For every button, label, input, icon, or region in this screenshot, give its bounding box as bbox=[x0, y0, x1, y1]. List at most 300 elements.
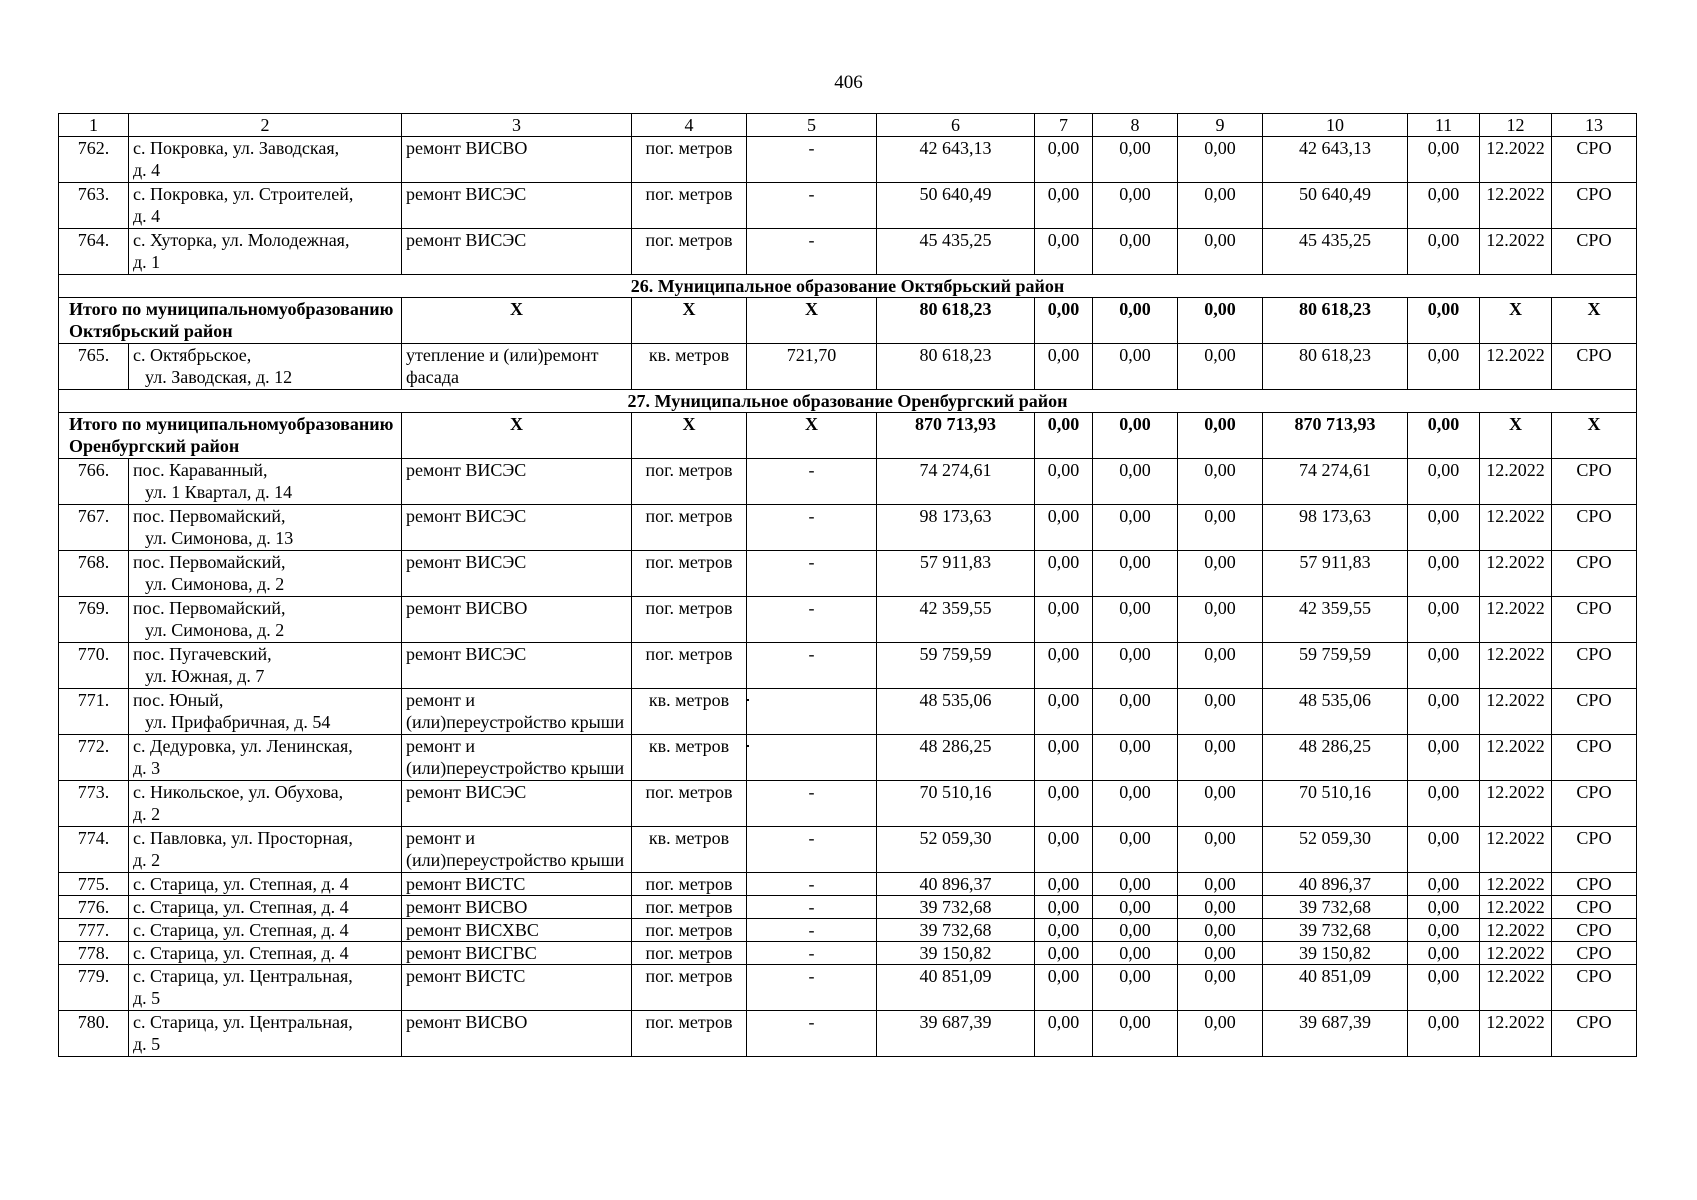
total-cost-cell: 74 274,61 bbox=[877, 459, 1035, 505]
fund-local-cell: 0,00 bbox=[1178, 873, 1263, 896]
unit-cell: пог. метров bbox=[632, 459, 747, 505]
address-cell bbox=[129, 344, 402, 390]
unit-cell: пог. метров bbox=[632, 919, 747, 942]
method-cell: СРО bbox=[1552, 965, 1637, 1011]
address-cell bbox=[129, 229, 402, 275]
work-type-cell bbox=[402, 965, 632, 1011]
work-type-line-1: ремонт ВИСГВС bbox=[406, 943, 537, 963]
total-c13: X bbox=[1552, 413, 1637, 459]
work-type-line-1: ремонт и (или) bbox=[406, 828, 476, 870]
fund-federal-cell: 0,00 bbox=[1035, 183, 1093, 229]
work-type-line-1: ремонт и (или) bbox=[406, 690, 476, 732]
fund-federal-cell: 0,00 bbox=[1035, 965, 1093, 1011]
work-type-line-1: ремонт ВИСВО bbox=[406, 598, 528, 618]
work-type-line-1: ремонт ВИСВО bbox=[406, 1012, 528, 1032]
address-cell bbox=[129, 1011, 402, 1057]
method-cell: СРО bbox=[1552, 229, 1637, 275]
address-line-2: д. 5 bbox=[133, 988, 161, 1008]
fund-regional-cell: 0,00 bbox=[1093, 919, 1178, 942]
row-number: 776. bbox=[59, 896, 129, 919]
fund-regional-cell: 0,00 bbox=[1093, 597, 1178, 643]
address-cell bbox=[129, 597, 402, 643]
address-line-2: д. 1 bbox=[133, 252, 161, 272]
volume-cell bbox=[747, 735, 877, 781]
total-c8: 0,00 bbox=[1093, 413, 1178, 459]
fund-local-cell: 0,00 bbox=[1178, 781, 1263, 827]
table-row bbox=[59, 137, 1637, 183]
work-type-line-2: переустройство крыши bbox=[446, 712, 625, 732]
fund-regional-cell: 0,00 bbox=[1093, 965, 1178, 1011]
total-cost-cell: 50 640,49 bbox=[877, 183, 1035, 229]
method-cell: СРО bbox=[1552, 597, 1637, 643]
deadline-cell: 12.2022 bbox=[1480, 689, 1552, 735]
address-cell bbox=[129, 551, 402, 597]
total-cost-cell: 45 435,25 bbox=[877, 229, 1035, 275]
fund-local-cell: 0,00 bbox=[1178, 896, 1263, 919]
fund-other-cell: 0,00 bbox=[1408, 827, 1480, 873]
method-cell: СРО bbox=[1552, 942, 1637, 965]
total-cost-cell: 42 643,13 bbox=[877, 137, 1035, 183]
fund-owners-cell: 39 687,39 bbox=[1263, 1011, 1408, 1057]
fund-owners-cell: 39 150,82 bbox=[1263, 942, 1408, 965]
address-cell bbox=[129, 505, 402, 551]
work-type-line-2: ремонт фасада bbox=[406, 345, 599, 387]
fund-owners-cell: 98 173,63 bbox=[1263, 505, 1408, 551]
total-cost-cell: 48 535,06 bbox=[877, 689, 1035, 735]
address-line-1: с. Старица, ул. Степная, д. 4 bbox=[133, 897, 349, 917]
table-row bbox=[59, 965, 1637, 1011]
section-27-header bbox=[59, 390, 1637, 413]
row-number: 775. bbox=[59, 873, 129, 896]
capital-repair-table bbox=[58, 113, 1637, 1057]
fund-federal-cell: 0,00 bbox=[1035, 229, 1093, 275]
column-number-7: 7 bbox=[1035, 114, 1093, 137]
address-line-2: ул. Симонова, д. 13 bbox=[145, 528, 294, 548]
deadline-cell: 12.2022 bbox=[1480, 827, 1552, 873]
column-number-2: 2 bbox=[129, 114, 402, 137]
address-line-1: с. Старица, ул. Центральная, bbox=[133, 1012, 353, 1032]
total-c9: 0,00 bbox=[1178, 413, 1263, 459]
fund-owners-cell: 39 732,68 bbox=[1263, 919, 1408, 942]
work-type-line-1: ремонт ВИСВО bbox=[406, 138, 528, 158]
column-number-5: 5 bbox=[747, 114, 877, 137]
fund-federal-cell: 0,00 bbox=[1035, 137, 1093, 183]
total-cost-cell: 39 150,82 bbox=[877, 942, 1035, 965]
address-line-1: с. Старица, ул. Степная, д. 4 bbox=[133, 943, 349, 963]
total-c3: X bbox=[402, 298, 632, 344]
unit-cell: кв. метров bbox=[632, 689, 747, 735]
fund-owners-cell: 50 640,49 bbox=[1263, 183, 1408, 229]
total-c3: X bbox=[402, 413, 632, 459]
fund-regional-cell: 0,00 bbox=[1093, 873, 1178, 896]
volume-cell: - bbox=[747, 873, 877, 896]
work-type-line-1: ремонт ВИСТС bbox=[406, 966, 526, 986]
total-cost-cell: 40 896,37 bbox=[877, 873, 1035, 896]
address-cell bbox=[129, 735, 402, 781]
table-row bbox=[59, 597, 1637, 643]
total-c7: 0,00 bbox=[1035, 298, 1093, 344]
table-row bbox=[59, 781, 1637, 827]
address-line-1: с. Старица, ул. Степная, д. 4 bbox=[133, 920, 349, 940]
column-number-4: 4 bbox=[632, 114, 747, 137]
volume-cell: - bbox=[747, 551, 877, 597]
total-cost-cell: 59 759,59 bbox=[877, 643, 1035, 689]
fund-regional-cell: 0,00 bbox=[1093, 643, 1178, 689]
work-type-line-2: переустройство крыши bbox=[446, 850, 625, 870]
address-cell bbox=[129, 942, 402, 965]
unit-cell: пог. метров bbox=[632, 896, 747, 919]
unit-cell: пог. метров bbox=[632, 643, 747, 689]
address-line-1: с. Старица, ул. Степная, д. 4 bbox=[133, 874, 349, 894]
unit-cell: пог. метров bbox=[632, 873, 747, 896]
address-line-2: д. 4 bbox=[133, 206, 161, 226]
fund-regional-cell: 0,00 bbox=[1093, 459, 1178, 505]
address-line-2: ул. Заводская, д. 12 bbox=[145, 367, 293, 387]
fund-local-cell: 0,00 bbox=[1178, 459, 1263, 505]
total-cost: 870 713,93 bbox=[877, 413, 1035, 459]
address-line-2: ул. Симонова, д. 2 bbox=[145, 574, 285, 594]
unit-cell: пог. метров bbox=[632, 597, 747, 643]
table-row bbox=[59, 643, 1637, 689]
fund-other-cell: 0,00 bbox=[1408, 643, 1480, 689]
total-c4: X bbox=[632, 298, 747, 344]
fund-local-cell: 0,00 bbox=[1178, 689, 1263, 735]
address-line-1: с. Дедуровка, ул. Ленинская, bbox=[133, 736, 353, 756]
fund-owners-cell: 39 732,68 bbox=[1263, 896, 1408, 919]
method-cell: СРО bbox=[1552, 459, 1637, 505]
volume-cell: - bbox=[747, 896, 877, 919]
volume-cell: - bbox=[747, 643, 877, 689]
address-line-1: пос. Первомайский, bbox=[133, 598, 286, 618]
fund-local-cell: 0,00 bbox=[1178, 597, 1263, 643]
volume-cell: - bbox=[747, 459, 877, 505]
address-cell bbox=[129, 965, 402, 1011]
fund-other-cell: 0,00 bbox=[1408, 942, 1480, 965]
address-cell bbox=[129, 827, 402, 873]
method-cell: СРО bbox=[1552, 505, 1637, 551]
unit-cell: пог. метров bbox=[632, 965, 747, 1011]
deadline-cell: 12.2022 bbox=[1480, 1011, 1552, 1057]
method-cell: СРО bbox=[1552, 689, 1637, 735]
method-cell: СРО bbox=[1552, 896, 1637, 919]
method-cell: СРО bbox=[1552, 735, 1637, 781]
section-total-row bbox=[59, 413, 1637, 459]
address-line-2: ул. 1 Квартал, д. 14 bbox=[145, 482, 293, 502]
total-label-line-1: Итого по муниципальному bbox=[69, 299, 288, 319]
unit-cell: пог. метров bbox=[632, 781, 747, 827]
volume-cell: 721,70 bbox=[747, 344, 877, 390]
fund-federal-cell: 0,00 bbox=[1035, 1011, 1093, 1057]
address-line-2: д. 5 bbox=[133, 1034, 161, 1054]
fund-local-cell: 0,00 bbox=[1178, 827, 1263, 873]
total-c4: X bbox=[632, 413, 747, 459]
column-number-10: 10 bbox=[1263, 114, 1408, 137]
work-type-line-1: утепление и (или) bbox=[406, 345, 544, 365]
fund-owners-cell: 42 643,13 bbox=[1263, 137, 1408, 183]
total-c13: X bbox=[1552, 298, 1637, 344]
total-c11: 0,00 bbox=[1408, 413, 1480, 459]
fund-owners-cell: 57 911,83 bbox=[1263, 551, 1408, 597]
fund-owners-cell: 74 274,61 bbox=[1263, 459, 1408, 505]
total-c12: X bbox=[1480, 298, 1552, 344]
volume-cell: - bbox=[747, 965, 877, 1011]
work-type-cell bbox=[402, 505, 632, 551]
fund-federal-cell: 0,00 bbox=[1035, 689, 1093, 735]
deadline-cell: 12.2022 bbox=[1480, 965, 1552, 1011]
fund-regional-cell: 0,00 bbox=[1093, 551, 1178, 597]
row-number: 768. bbox=[59, 551, 129, 597]
fund-local-cell: 0,00 bbox=[1178, 735, 1263, 781]
column-number-8: 8 bbox=[1093, 114, 1178, 137]
fund-other-cell: 0,00 bbox=[1408, 344, 1480, 390]
page-number: 406 bbox=[834, 72, 863, 93]
total-cost: 80 618,23 bbox=[877, 298, 1035, 344]
address-line-2: д. 3 bbox=[133, 758, 161, 778]
fund-other-cell: 0,00 bbox=[1408, 1011, 1480, 1057]
address-line-1: пос. Караванный, bbox=[133, 460, 268, 480]
address-cell bbox=[129, 183, 402, 229]
address-line-2: ул. Симонова, д. 2 bbox=[145, 620, 285, 640]
work-type-line-1: ремонт ВИСЭС bbox=[406, 782, 527, 802]
table-row bbox=[59, 689, 1637, 735]
deadline-cell: 12.2022 bbox=[1480, 942, 1552, 965]
method-cell: СРО bbox=[1552, 781, 1637, 827]
address-line-1: с. Покровка, ул. Строителей, bbox=[133, 184, 354, 204]
fund-regional-cell: 0,00 bbox=[1093, 1011, 1178, 1057]
fund-local-cell: 0,00 bbox=[1178, 137, 1263, 183]
fund-local-cell: 0,00 bbox=[1178, 965, 1263, 1011]
deadline-cell: 12.2022 bbox=[1480, 919, 1552, 942]
work-type-cell bbox=[402, 781, 632, 827]
deadline-cell: 12.2022 bbox=[1480, 183, 1552, 229]
work-type-line-1: ремонт и (или) bbox=[406, 736, 476, 778]
volume-cell bbox=[747, 689, 877, 735]
fund-owners-cell: 40 896,37 bbox=[1263, 873, 1408, 896]
total-cost-cell: 98 173,63 bbox=[877, 505, 1035, 551]
total-c8: 0,00 bbox=[1093, 298, 1178, 344]
total-cost-cell: 52 059,30 bbox=[877, 827, 1035, 873]
deadline-cell: 12.2022 bbox=[1480, 873, 1552, 896]
fund-federal-cell: 0,00 bbox=[1035, 942, 1093, 965]
unit-cell: пог. метров bbox=[632, 551, 747, 597]
fund-federal-cell: 0,00 bbox=[1035, 735, 1093, 781]
unit-cell: кв. метров bbox=[632, 827, 747, 873]
work-type-cell bbox=[402, 942, 632, 965]
method-cell: СРО bbox=[1552, 827, 1637, 873]
fund-other-cell: 0,00 bbox=[1408, 551, 1480, 597]
address-cell bbox=[129, 459, 402, 505]
method-cell: СРО bbox=[1552, 919, 1637, 942]
unit-cell: пог. метров bbox=[632, 137, 747, 183]
fund-local-cell: 0,00 bbox=[1178, 551, 1263, 597]
deadline-cell: 12.2022 bbox=[1480, 896, 1552, 919]
work-type-cell bbox=[402, 873, 632, 896]
fund-owners-cell: 48 286,25 bbox=[1263, 735, 1408, 781]
address-cell bbox=[129, 137, 402, 183]
volume-cell: - bbox=[747, 919, 877, 942]
fund-local-cell: 0,00 bbox=[1178, 183, 1263, 229]
total-cost-cell: 39 732,68 bbox=[877, 919, 1035, 942]
fund-local-cell: 0,00 bbox=[1178, 1011, 1263, 1057]
work-type-cell bbox=[402, 689, 632, 735]
volume-cell: - bbox=[747, 781, 877, 827]
work-type-line-1: ремонт ВИСЭС bbox=[406, 552, 527, 572]
row-number: 773. bbox=[59, 781, 129, 827]
table-row bbox=[59, 551, 1637, 597]
work-type-line-1: ремонт ВИСЭС bbox=[406, 184, 527, 204]
total-c7: 0,00 bbox=[1035, 413, 1093, 459]
fund-regional-cell: 0,00 bbox=[1093, 505, 1178, 551]
work-type-cell bbox=[402, 344, 632, 390]
row-number: 772. bbox=[59, 735, 129, 781]
total-cost-cell: 39 732,68 bbox=[877, 896, 1035, 919]
address-line-1: пос. Первомайский, bbox=[133, 552, 286, 572]
fund-other-cell: 0,00 bbox=[1408, 597, 1480, 643]
address-cell bbox=[129, 919, 402, 942]
fund-local-cell: 0,00 bbox=[1178, 229, 1263, 275]
fund-local-cell: 0,00 bbox=[1178, 942, 1263, 965]
fund-regional-cell: 0,00 bbox=[1093, 689, 1178, 735]
work-type-line-1: ремонт ВИСТС bbox=[406, 874, 526, 894]
total-cost-cell: 80 618,23 bbox=[877, 344, 1035, 390]
total-c5: X bbox=[747, 413, 877, 459]
address-line-2: д. 2 bbox=[133, 804, 161, 824]
volume-cell: - bbox=[747, 942, 877, 965]
fund-federal-cell: 0,00 bbox=[1035, 643, 1093, 689]
row-number: 762. bbox=[59, 137, 129, 183]
fund-owners-cell: 42 359,55 bbox=[1263, 597, 1408, 643]
table-row bbox=[59, 873, 1637, 896]
fund-federal-cell: 0,00 bbox=[1035, 344, 1093, 390]
fund-regional-cell: 0,00 bbox=[1093, 229, 1178, 275]
work-type-line-1: ремонт ВИСХВС bbox=[406, 920, 539, 940]
row-number: 767. bbox=[59, 505, 129, 551]
deadline-cell: 12.2022 bbox=[1480, 643, 1552, 689]
address-line-2: д. 2 bbox=[133, 850, 161, 870]
address-cell bbox=[129, 689, 402, 735]
method-cell: СРО bbox=[1552, 873, 1637, 896]
address-line-1: с. Павловка, ул. Просторная, bbox=[133, 828, 353, 848]
address-line-1: пос. Юный, bbox=[133, 690, 224, 710]
fund-other-cell: 0,00 bbox=[1408, 229, 1480, 275]
table-row bbox=[59, 183, 1637, 229]
deadline-cell: 12.2022 bbox=[1480, 344, 1552, 390]
total-cost-cell: 40 851,09 bbox=[877, 965, 1035, 1011]
total-c10: 870 713,93 bbox=[1263, 413, 1408, 459]
fund-federal-cell: 0,00 bbox=[1035, 781, 1093, 827]
deadline-cell: 12.2022 bbox=[1480, 551, 1552, 597]
total-c10: 80 618,23 bbox=[1263, 298, 1408, 344]
deadline-cell: 12.2022 bbox=[1480, 137, 1552, 183]
row-number: 764. bbox=[59, 229, 129, 275]
fund-owners-cell: 80 618,23 bbox=[1263, 344, 1408, 390]
fund-federal-cell: 0,00 bbox=[1035, 827, 1093, 873]
work-type-cell bbox=[402, 551, 632, 597]
volume-cell: - bbox=[747, 183, 877, 229]
deadline-cell: 12.2022 bbox=[1480, 505, 1552, 551]
work-type-line-1: ремонт ВИСЭС bbox=[406, 506, 527, 526]
address-cell bbox=[129, 896, 402, 919]
deadline-cell: 12.2022 bbox=[1480, 597, 1552, 643]
column-number-1: 1 bbox=[59, 114, 129, 137]
fund-regional-cell: 0,00 bbox=[1093, 137, 1178, 183]
table-row bbox=[59, 896, 1637, 919]
table-row bbox=[59, 1011, 1637, 1057]
address-line-1: с. Октябрьское, bbox=[133, 345, 252, 365]
method-cell: СРО bbox=[1552, 1011, 1637, 1057]
column-number-13: 13 bbox=[1552, 114, 1637, 137]
fund-other-cell: 0,00 bbox=[1408, 459, 1480, 505]
table-row bbox=[59, 735, 1637, 781]
unit-cell: пог. метров bbox=[632, 942, 747, 965]
address-cell bbox=[129, 781, 402, 827]
work-type-cell bbox=[402, 229, 632, 275]
address-line-2: д. 4 bbox=[133, 160, 161, 180]
volume-cell: - bbox=[747, 229, 877, 275]
fund-regional-cell: 0,00 bbox=[1093, 344, 1178, 390]
row-number: 766. bbox=[59, 459, 129, 505]
work-type-cell bbox=[402, 597, 632, 643]
deadline-cell: 12.2022 bbox=[1480, 229, 1552, 275]
unit-cell: пог. метров bbox=[632, 1011, 747, 1057]
table-row bbox=[59, 459, 1637, 505]
volume-cell: - bbox=[747, 505, 877, 551]
section-total-label bbox=[59, 413, 402, 459]
fund-local-cell: 0,00 bbox=[1178, 505, 1263, 551]
fund-other-cell: 0,00 bbox=[1408, 689, 1480, 735]
fund-other-cell: 0,00 bbox=[1408, 781, 1480, 827]
fund-regional-cell: 0,00 bbox=[1093, 827, 1178, 873]
work-type-cell bbox=[402, 827, 632, 873]
row-number: 774. bbox=[59, 827, 129, 873]
fund-owners-cell: 40 851,09 bbox=[1263, 965, 1408, 1011]
deadline-cell: 12.2022 bbox=[1480, 781, 1552, 827]
table-row bbox=[59, 344, 1637, 390]
row-number: 777. bbox=[59, 919, 129, 942]
section-title: 26. Муниципальное образование Октябрьский район bbox=[59, 275, 1637, 298]
address-line-2: ул. Южная, д. 7 bbox=[145, 666, 265, 686]
work-type-line-1: ремонт ВИСЭС bbox=[406, 460, 527, 480]
unit-cell: пог. метров bbox=[632, 183, 747, 229]
work-type-cell bbox=[402, 896, 632, 919]
unit-cell: кв. метров bbox=[632, 735, 747, 781]
total-label-line-1: Итого по муниципальному bbox=[69, 414, 288, 434]
column-number-6: 6 bbox=[877, 114, 1035, 137]
fund-regional-cell: 0,00 bbox=[1093, 781, 1178, 827]
address-line-1: с. Покровка, ул. Заводская, bbox=[133, 138, 340, 158]
fund-owners-cell: 45 435,25 bbox=[1263, 229, 1408, 275]
address-line-1: с. Старица, ул. Центральная, bbox=[133, 966, 353, 986]
fund-federal-cell: 0,00 bbox=[1035, 597, 1093, 643]
section-total-label bbox=[59, 298, 402, 344]
method-cell: СРО bbox=[1552, 183, 1637, 229]
address-line-1: пос. Пугачевский, bbox=[133, 644, 272, 664]
total-c9: 0,00 bbox=[1178, 298, 1263, 344]
column-number-11: 11 bbox=[1408, 114, 1480, 137]
row-number: 778. bbox=[59, 942, 129, 965]
method-cell: СРО bbox=[1552, 137, 1637, 183]
volume-cell: - bbox=[747, 597, 877, 643]
fund-other-cell: 0,00 bbox=[1408, 965, 1480, 1011]
row-number: 771. bbox=[59, 689, 129, 735]
work-type-line-1: ремонт ВИСЭС bbox=[406, 644, 527, 664]
fund-other-cell: 0,00 bbox=[1408, 735, 1480, 781]
fund-owners-cell: 70 510,16 bbox=[1263, 781, 1408, 827]
address-line-1: пос. Первомайский, bbox=[133, 506, 286, 526]
work-type-line-1: ремонт ВИСВО bbox=[406, 897, 528, 917]
address-line-1: с. Никольское, ул. Обухова, bbox=[133, 782, 344, 802]
fund-regional-cell: 0,00 bbox=[1093, 735, 1178, 781]
